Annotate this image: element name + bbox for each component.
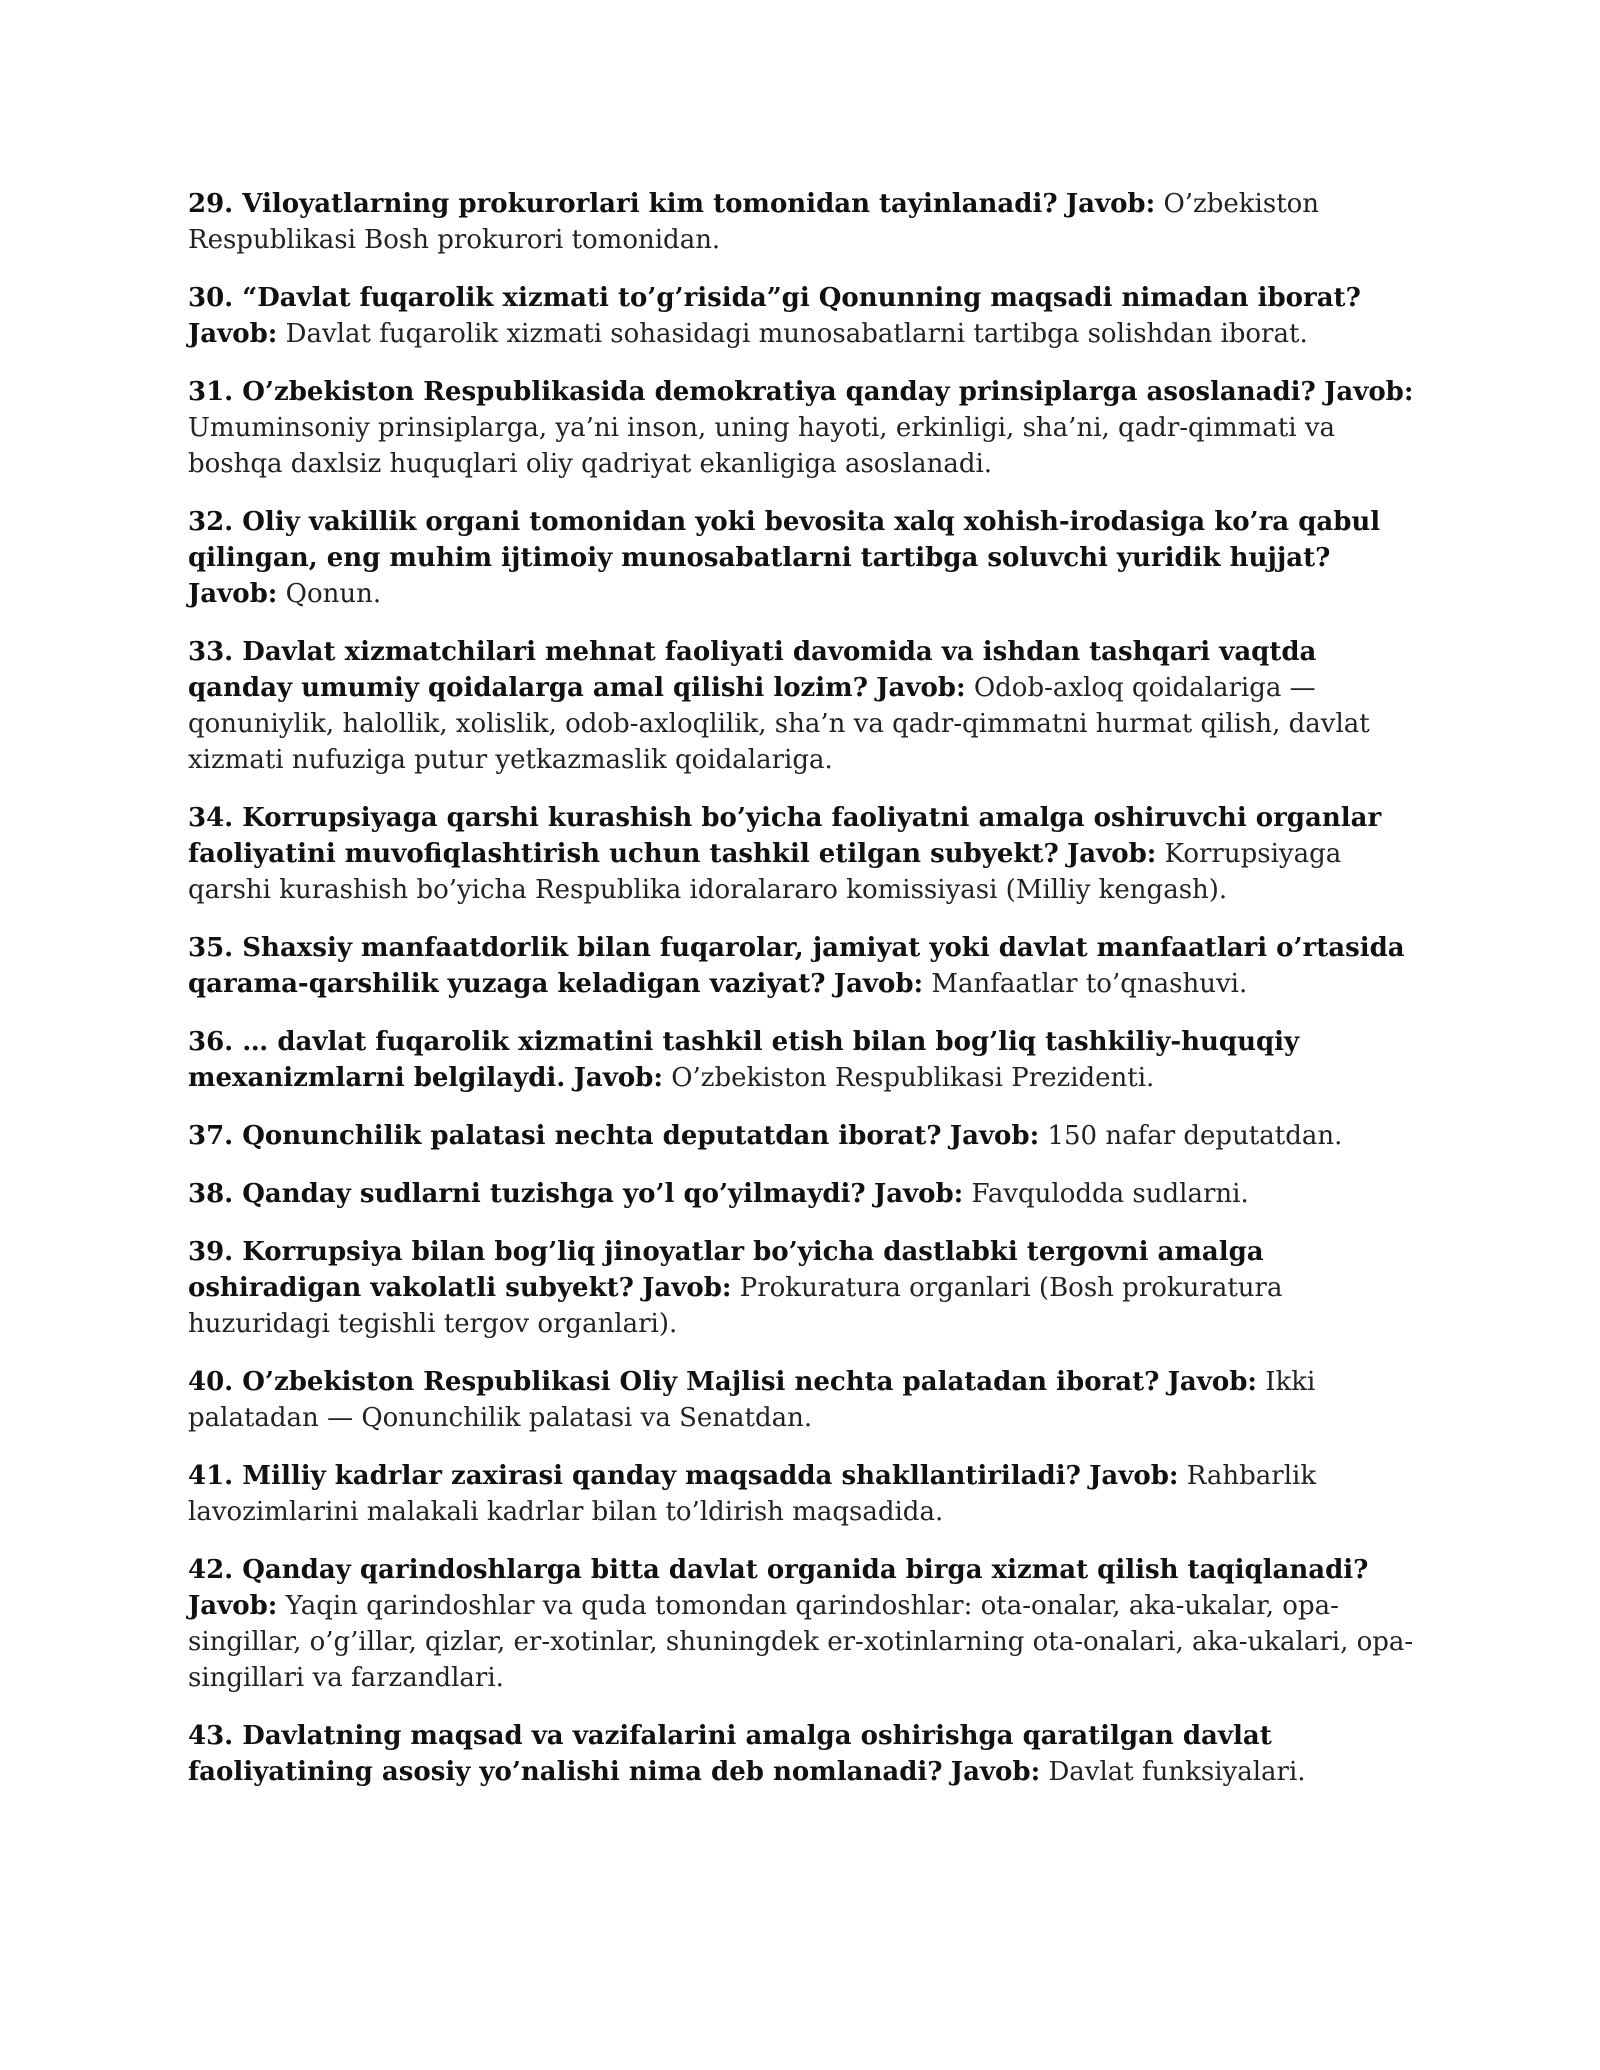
answer-text: Korrupsiyaga qarshi kurashish bo’yicha Respublika idoralararo komissiyasi (Milliy kengash). (188, 839, 1342, 905)
question-text: 30. “Davlat fuqarolik xizmati to’g’risida”gi Qonunning maqsadi nimadan iborat? (188, 283, 1361, 313)
qa-item-33 (188, 634, 1418, 778)
answer-text: Odob-axloq qoidalariga — qonuniylik, halollik, xolislik, odob-axloqlilik, sha’n va qadr-qimmatni hurmat qilish, davlat xizmati nufuziga putur yetkazmaslik qoidalariga. (188, 673, 1370, 775)
question-text: 36. … davlat fuqarolik xizmatini tashkil etish bilan bog’liq tashkiliy-huquqiy mexanizmlarni belgilaydi. (188, 1027, 1300, 1093)
answer-text: Qonun. (285, 579, 382, 609)
question-text: 42. Qanday qarindoshlarga bitta davlat organida birga xizmat qilish taqiqlanadi? (188, 1555, 1369, 1585)
qa-item-34 (188, 800, 1418, 908)
qa-item-43 (188, 1718, 1418, 1790)
answer-label: Javob: (876, 673, 966, 703)
answer-text: 150 nafar deputatdan. (1047, 1121, 1343, 1151)
qa-item-37 (188, 1118, 1418, 1154)
answer-label: Javob: (950, 1757, 1041, 1787)
qa-item-41 (188, 1458, 1418, 1530)
answer-label: Javob: (188, 319, 278, 349)
question-text: 41. Milliy kadrlar zaxirasi qanday maqsadda shakllantiriladi? (188, 1461, 1081, 1491)
qa-item-38 (188, 1176, 1418, 1212)
question-text: 32. Oliy vakillik organi tomonidan yoki bevosita xalq xohish-irodasiga ko’ra qabul qilingan, eng muhim ijtimoiy munosabatlarni tartibga soluvchi yuridik hujjat? (188, 507, 1381, 573)
answer-text: Prokuratura organlari (Bosh prokuratura huzuridagi tegishli tergov organlari). (188, 1273, 1283, 1339)
answer-text: O’zbekiston Respublikasi Prezidenti. (671, 1063, 1155, 1093)
qa-item-32 (188, 504, 1418, 612)
answer-label: Javob: (642, 1273, 732, 1303)
answer-text: Davlat funksiyalari. (1048, 1757, 1306, 1787)
answer-text: Umuminsoniy prinsiplarga, ya’ni inson, uning hayoti, erkinligi, sha’ni, qadr-qimmati va boshqa daxlsiz huquqlari oliy qadriyat ekanligiga asoslanadi. (188, 413, 1336, 479)
answer-label: Javob: (188, 579, 278, 609)
question-text: 38. Qanday sudlarni tuzishga yo’l qo’yilmaydi? (188, 1179, 866, 1209)
answer-label: Javob: (1066, 839, 1157, 869)
answer-text: Ikki palatadan — Qonunchilik palatasi va Senatdan. (188, 1367, 1316, 1433)
answer-text: Yaqin qarindoshlar va quda tomondan qarindoshlar: ota-onalar, aka-ukalar, opa-singillar, o’g’illar, qizlar, er-xotinlar, shuningdek er-xotinlarning ota-onalari, aka-ukalari, opa-singillari va farzandlari. (188, 1591, 1414, 1693)
answer-label: Javob: (833, 969, 924, 999)
qa-item-42 (188, 1552, 1418, 1696)
qa-item-35 (188, 930, 1418, 1002)
answer-label: Javob: (1065, 189, 1156, 219)
question-text: 39. Korrupsiya bilan bog’liq jinoyatlar bo’yicha dastlabki tergovni amalga oshiradigan vakolatli subyekt? (188, 1237, 1264, 1303)
question-text: 37. Qonunchilik palatasi nechta deputatdan iborat? (188, 1121, 942, 1151)
answer-text: Rahbarlik lavozimlarini malakali kadrlar bilan to’ldirish maqsadida. (188, 1461, 1317, 1527)
document-page (188, 186, 1418, 1812)
answer-text: Davlat fuqarolik xizmati sohasidagi munosabatlarni tartibga solishdan iborat. (285, 319, 1308, 349)
answer-label: Javob: (1324, 377, 1414, 407)
question-text: 43. Davlatning maqsad va vazifalarini amalga oshirishga qaratilgan davlat faoliyatining asosiy yo’nalishi nima deb nomlanadi? (188, 1721, 1272, 1787)
answer-label: Javob: (1167, 1367, 1257, 1397)
qa-item-36 (188, 1024, 1418, 1096)
answer-label: Javob: (1089, 1461, 1179, 1491)
question-text: 29. Viloyatlarning prokurorlari kim tomonidan tayinlanadi? (188, 189, 1058, 219)
answer-label: Javob: (188, 1591, 278, 1621)
qa-item-30 (188, 280, 1418, 352)
question-text: 34. Korrupsiyaga qarshi kurashish bo’yicha faoliyatni amalga oshiruvchi organlar faoliyatini muvofiqlashtirish uchun tashkil etilgan subyekt? (188, 803, 1382, 869)
answer-text: Manfaatlar to’qnashuvi. (931, 969, 1248, 999)
answer-label: Javob: (949, 1121, 1040, 1151)
qa-item-31 (188, 374, 1418, 482)
answer-text: O’zbekiston Respublikasi Bosh prokurori tomonidan. (188, 189, 1320, 255)
answer-label: Javob: (873, 1179, 964, 1209)
question-text: 35. Shaxsiy manfaatdorlik bilan fuqarolar, jamiyat yoki davlat manfaatlari o’rtasida qarama-qarshilik yuzaga keladigan vaziyat? (188, 933, 1405, 999)
question-text: 33. Davlat xizmatchilari mehnat faoliyati davomida va ishdan tashqari vaqtda qanday umumiy qoidalarga amal qilishi lozim? (188, 637, 1317, 703)
answer-label: Javob: (573, 1063, 663, 1093)
question-text: 31. O’zbekiston Respublikasida demokratiya qanday prinsiplarga asoslanadi? (188, 377, 1316, 407)
qa-item-39 (188, 1234, 1418, 1342)
qa-item-40 (188, 1364, 1418, 1436)
qa-item-29 (188, 186, 1418, 258)
answer-text: Favqulodda sudlarni. (971, 1179, 1249, 1209)
question-text: 40. O’zbekiston Respublikasi Oliy Majlisi nechta palatadan iborat? (188, 1367, 1160, 1397)
